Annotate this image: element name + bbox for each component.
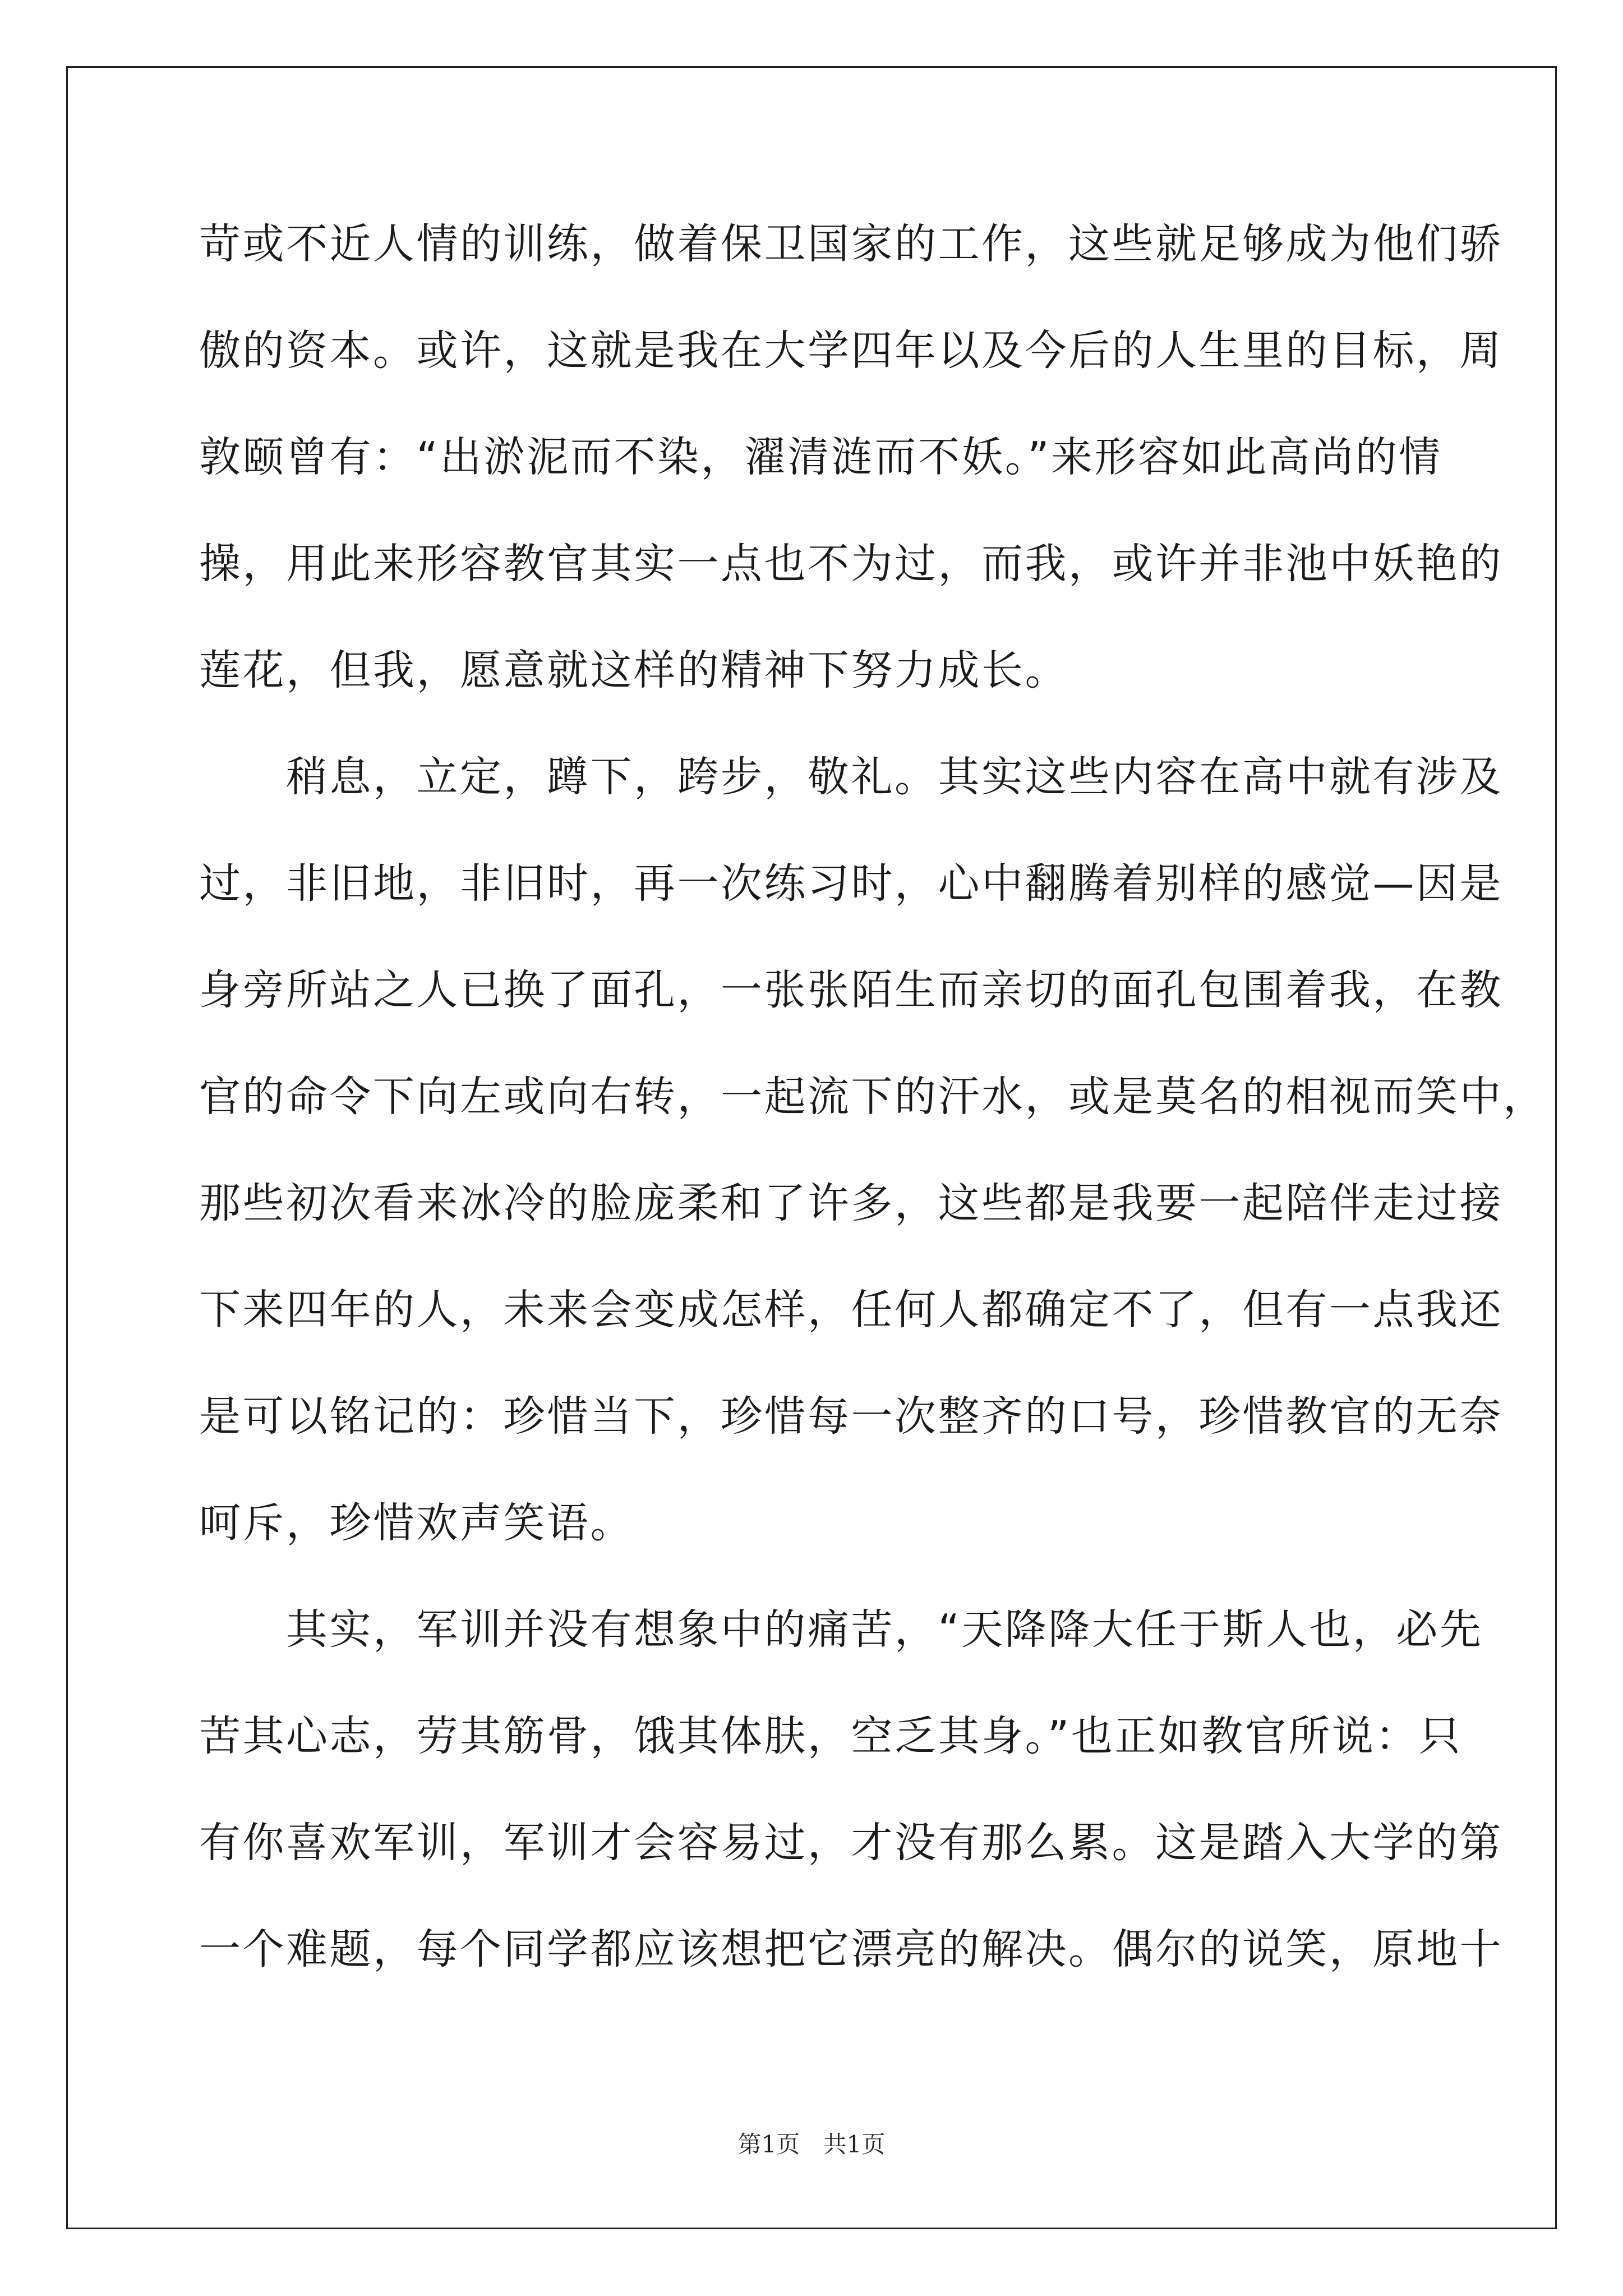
text-line: 官的命令下向左或向右转，一起流下的汗水，或是莫名的相视而笑中， [199, 1073, 1547, 1121]
text-line: 身旁所站之人已换了面孔，一张张陌生而亲切的面孔包围着我，在教 [199, 966, 1503, 1014]
text-line: 是可以铭记的：珍惜当下，珍惜每一次整齐的口号，珍惜教官的无奈 [199, 1392, 1503, 1441]
text-line: 其实，军训并没有想象中的痛苦，“天降降大任于斯人也，必先 [199, 1605, 1483, 1654]
text-line: 呵斥，珍惜欢声笑语。 [199, 1499, 634, 1547]
page-footer [0, 2126, 1623, 2160]
text-line: 傲的资本。或许，这就是我在大学四年以及今后的人生里的目标，周 [199, 326, 1503, 375]
page-number: 第1页 [737, 2131, 800, 2158]
text-line: 下来四年的人，未来会变成怎样，任何人都确定不了，但有一点我还 [199, 1286, 1503, 1334]
text-line: 稍息，立定，蹲下，跨步，敬礼。其实这些内容在高中就有涉及 [199, 753, 1503, 801]
text-line: 莲花，但我，愿意就这样的精神下努力成长。 [199, 646, 1068, 694]
text-line: 过，非旧地，非旧时，再一次练习时，心中翻腾着别样的感觉—因是 [199, 859, 1503, 908]
text-line: 有你喜欢军训，军训才会容易过，才没有那么累。这是踏入大学的第 [199, 1819, 1503, 1867]
text-line: 苦其心志，劳其筋骨，饿其体肤，空乏其身。”也正如教官所说：只 [199, 1712, 1463, 1760]
text-line: 一个难题，每个同学都应该想把它漂亮的解决。偶尔的说笑，原地十 [199, 1925, 1503, 1973]
text-line: 敦颐曾有：“出淤泥而不染，濯清涟而不妖。”来形容如此高尚的情 [199, 433, 1442, 481]
document-body [199, 191, 1547, 2003]
page-total: 共1页 [823, 2131, 886, 2158]
text-line: 苛或不近人情的训练，做着保卫国家的工作，这些就足够成为他们骄 [199, 220, 1503, 268]
text-line: 那些初次看来冰冷的脸庞柔和了许多，这些都是我要一起陪伴走过接 [199, 1179, 1503, 1227]
text-line: 操，用此来形容教官其实一点也不为过，而我，或许并非池中妖艳的 [199, 540, 1503, 588]
